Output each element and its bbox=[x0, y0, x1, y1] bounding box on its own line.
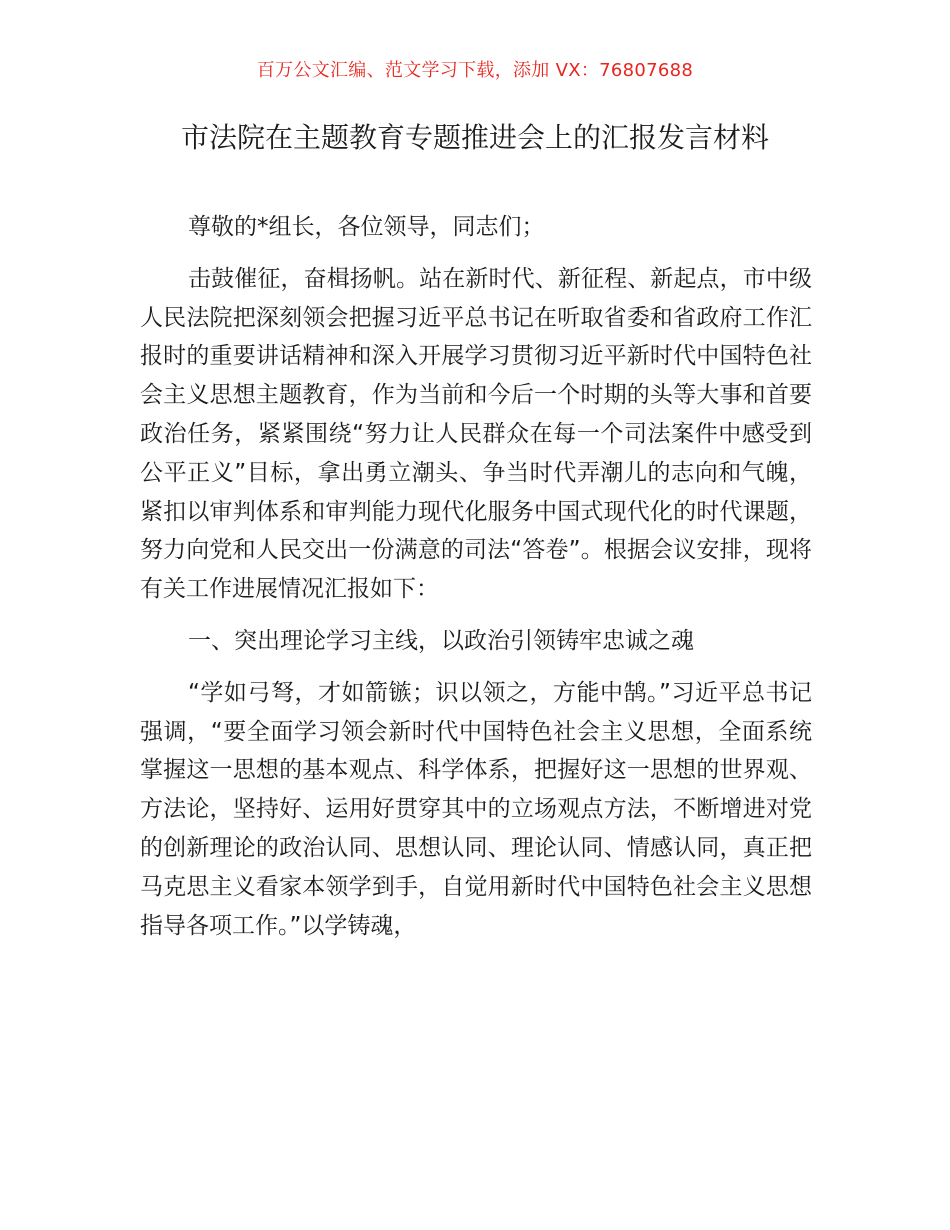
document-body bbox=[140, 208, 812, 958]
salutation: 尊敬的*组长，各位领导，同志们； bbox=[188, 214, 545, 240]
paragraph-intro: 击鼓催征，奋楫扬帆。站在新时代、新征程、新起点，市中级人民法院把深刻领会把握习近平总书记在听取省委和省政府工作汇报时的重要讲话精神和深入开展学习贯彻习近平新时代中国特色社会主义思想主题教育，作为当前和今后一个时期的头等大事和首要政治任务，紧紧围绕“努力让人民群众在每一个司法案件中感受到公平正义”目标，拿出勇立潮头、争当时代弄潮儿的志向和气魄，紧扣以审判体系和审判能力现代化服务中国式现代化的时代课题，努力向党和人民交出一份满意的司法“答卷”。根据会议安排，现将有关工作进展情况汇报如下： bbox=[140, 265, 812, 603]
watermark-header: 百万公文汇编、范文学习下载，添加 VX：76807688 bbox=[256, 60, 694, 81]
document-title: 市法院在主题教育专题推进会上的汇报发言材料 bbox=[180, 121, 769, 154]
section-heading: 一、突出理论学习主线，以政治引领铸牢忠诚之魂 bbox=[188, 627, 694, 654]
paragraph-body: “学如弓弩，才如箭镞；识以领之，方能中鹄。”习近平总书记强调，“要全面学习领会新时代中国特色社会主义思想，全面系统掌握这一思想的基本观点、科学体系，把握好这一思想的世界观、方法论，坚持好、运用好贯穿其中的立场观点方法，不断增进对党的创新理论的政治认同、思想认同、理论认同、情感认同，真正把马克思主义看家本领学到手，自觉用新时代中国特色社会主义思想指导各项工作。”以学铸魂， bbox=[140, 679, 812, 939]
